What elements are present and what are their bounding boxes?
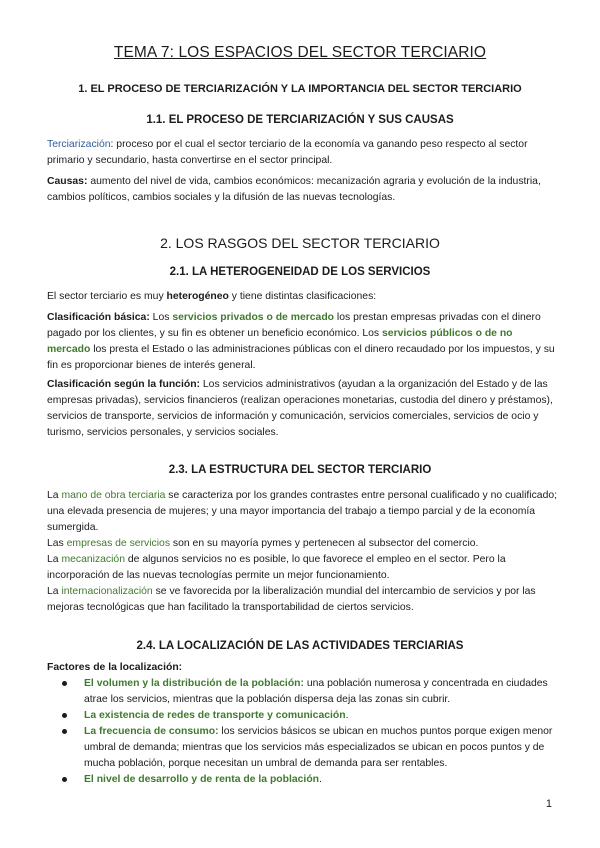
terciarizacion-term: Terciarización: [47, 139, 111, 150]
section-2-heading: 2. LOS RASGOS DEL SECTOR TERCIARIO: [160, 235, 440, 251]
internacionalizacion-line: La internacionalización se ve favorecida por la liberalización mundial del intercambio de servicios y por las mejoras tecnológicas que han facilitado la transportabilidad de ciertos servicios.: [47, 586, 536, 613]
servicios-privados-term: servicios privados o de mercado: [172, 312, 335, 323]
list-item: La frecuencia de consumo: los servicios básicos se ubican en muchos puntos porque exigen menor umbral de demanda; mientras que los servicios más especializados se ubican en pocos puntos y de mucha población, porque necesitan un umbral de demanda para ser rentables.: [47, 724, 557, 772]
empresas-term: empresas de servicios: [66, 538, 171, 549]
section-2-4-heading: 2.4. LA LOCALIZACIÓN DE LAS ACTIVIDADES TERCIARIAS: [136, 640, 464, 652]
estructura-paragraph: [47, 488, 557, 616]
bullet-icon: [62, 777, 67, 782]
factores-heading: Factores de la localización:: [47, 662, 183, 673]
bullet-icon: [62, 681, 67, 686]
factores-list: [47, 676, 557, 788]
mano-de-obra-line: La mano de obra terciaria se caracteriza por los grandes contrastes entre personal cualificado y no cualificado; una elevada presencia de mujeres; y una mayor importancia del trabajo a tiempo parcial y de la economía sumergida.: [47, 490, 558, 533]
page-title: TEMA 7: LOS ESPACIOS DEL SECTOR TERCIARIO: [113, 44, 487, 61]
clasificacion-basica-term: Clasificación básica:: [47, 312, 150, 323]
clasificacion-funcion-paragraph: Clasificación según la función: Los servicios administrativos (ayudan a la organización del Estado y de las empresas privadas), servicios financieros (realizan operaciones monetarias, custodia del dinero y préstamos), servicios de transporte, servicios de información y comunicación, servicios comerciales, servicios de ocio y turismo, servicios personales, y servicios sociales.: [47, 379, 553, 438]
causas-paragraph: Causas: aumento del nivel de vida, cambios económicos: mecanización agraria y evolución de la industria, cambios políticos, cambios sociales y la difusión de las nuevas tecnologías.: [47, 176, 541, 203]
list-item: La existencia de redes de transporte y comunicación.: [47, 708, 557, 724]
clasificacion-funcion-term: Clasificación según la función:: [47, 379, 200, 390]
list-item: El volumen y la distribución de la población: una población numerosa y concentrada en ciudades atrae los servicios, mientras que la población dispersa deja las zonas sin cubrir.: [47, 676, 557, 708]
causas-term: Causas:: [47, 176, 88, 187]
section-2-3-heading: 2.3. LA ESTRUCTURA DEL SECTOR TERCIARIO: [168, 464, 432, 476]
bullet-icon: [62, 713, 67, 718]
mano-de-obra-term: mano de obra terciaria: [61, 490, 166, 501]
section-1-heading: 1. EL PROCESO DE TERCIARIZACIÓN Y LA IMPORTANCIA DEL SECTOR TERCIARIO: [78, 83, 522, 95]
servicios-publicos-term: servicios públicos o de no mercado: [47, 328, 513, 355]
mecanizacion-term: mecanización: [61, 554, 125, 565]
section-2-1-heading: 2.1. LA HETEROGENEIDAD DE LOS SERVICIOS: [169, 266, 431, 278]
mecanizacion-line: La mecanización de algunos servicios no es posible, lo que favorece el empleo en el sector. Pero la incorporación de las nuevas tecnologías permite un mejor funcionamiento.: [47, 554, 506, 581]
terciarizacion-paragraph: Terciarización: proceso por el cual el sector terciario de la economía va ganando peso respecto al sector primario y secundario, hasta convertirse en el sector principal.: [47, 139, 528, 166]
section-1-1-heading: 1.1. EL PROCESO DE TERCIARIZACIÓN Y SUS CAUSAS: [146, 114, 454, 126]
heterogeneidad-intro: El sector terciario es muy heterogéneo y tiene distintas clasificaciones:: [47, 291, 377, 302]
empresas-line: Las empresas de servicios son en su mayoría pymes y pertenecen al subsector del comercio.: [47, 538, 479, 549]
internacionalizacion-term: internacionalización: [61, 586, 153, 597]
page-number: 1: [545, 798, 552, 810]
clasificacion-basica-paragraph: Clasificación básica: Los servicios privados o de mercado los prestan empresas privadas con el dinero pagado por los clientes, y su fin es obtener un beneficio económico. Los servicios públicos o de no mercado los presta el Estado o las administraciones públicas con el dinero recaudado por los impuestos, y su fin es proporcionar bienes de interés general.: [47, 312, 555, 371]
bullet-icon: [62, 729, 67, 734]
heterogeneo-term: heterogéneo: [166, 291, 229, 302]
list-item: El nivel de desarrollo y de renta de la población.: [47, 772, 557, 788]
